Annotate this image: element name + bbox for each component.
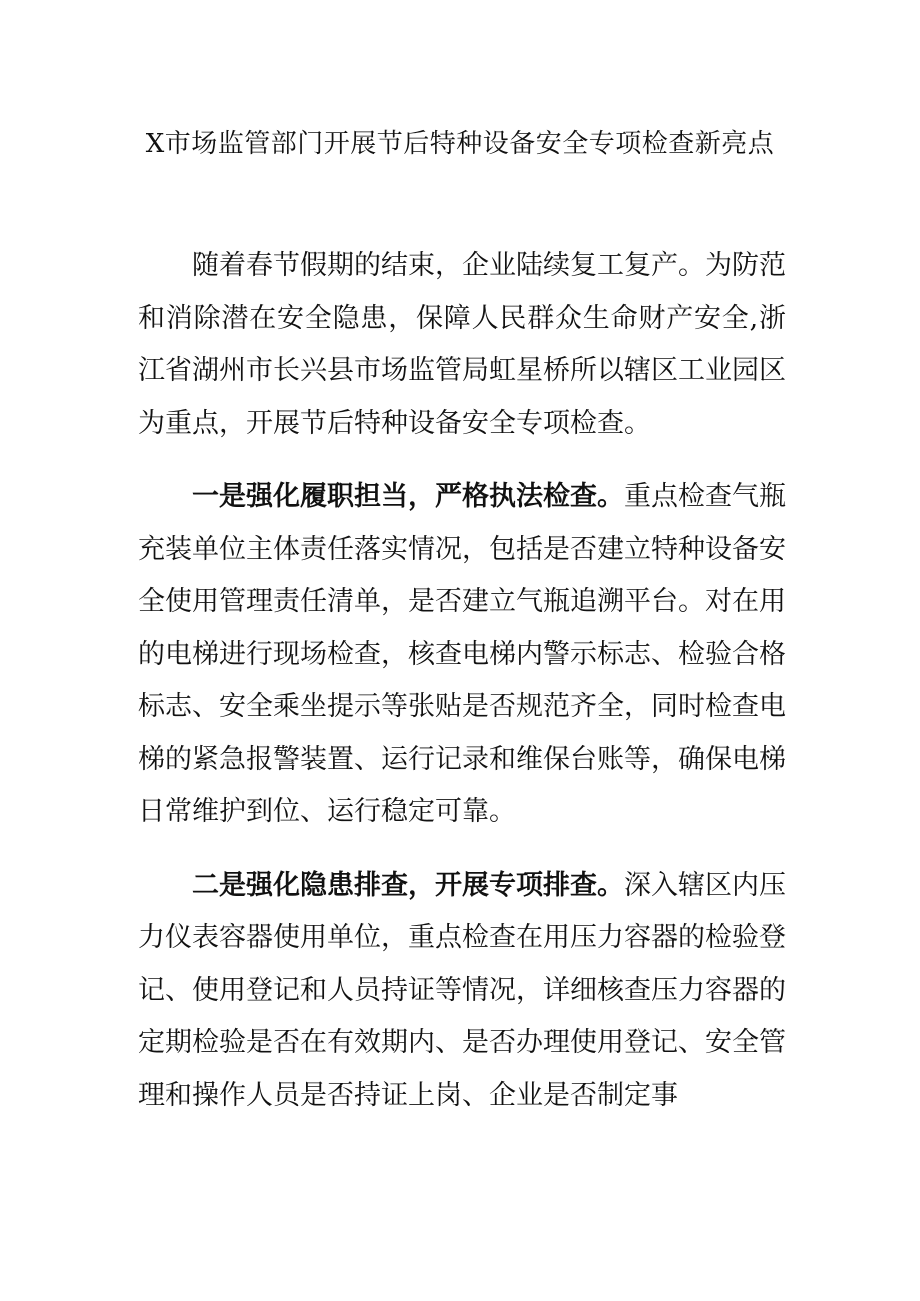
paragraph-lead: 一是强化履职担当，严格执法检查。 [192,481,624,512]
paragraph-text: 重点检查气瓶充装单位主体责任落实情况，包括是否建立特种设备安全使用管理责任清单，是否建立气瓶追溯平台。对在用的电梯进行现场检查，核查电梯内警示标志、检验合格标志、安全乘坐提示等张贴是否规范齐全，同时检查电梯的紧急报警装置、运行记录和维保台账等，确保电梯日常维护到位、运行稳定可靠。 [138,481,786,827]
paragraph-point-one [138,471,786,839]
paragraph-text: 随着春节假期的结束，企业陆续复工复产。为防范和消除潜在安全隐患，保障人民群众生命财产安全,浙江省湖州市长兴县市场监管局虹星桥所以辖区工业园区为重点，开展节后特种设备安全专项检查。 [138,250,786,439]
paragraph-intro [138,240,786,450]
document-title: X市场监管部门开展节后特种设备安全专项检查新亮点 [145,129,775,159]
paragraph-lead: 二是强化隐患排查，开展专项排查。 [192,869,624,901]
paragraph-point-two [138,860,786,1123]
paragraph-text: 深入辖区内压力仪表容器使用单位，重点检查在用压力容器的检验登记、使用登记和人员持证等情况，详细核查压力容器的定期检验是否在有效期内、是否办理使用登记、安全管理和操作人员是否持证上岗、企业是否制定事 [138,869,786,1111]
document-body [138,240,786,1143]
